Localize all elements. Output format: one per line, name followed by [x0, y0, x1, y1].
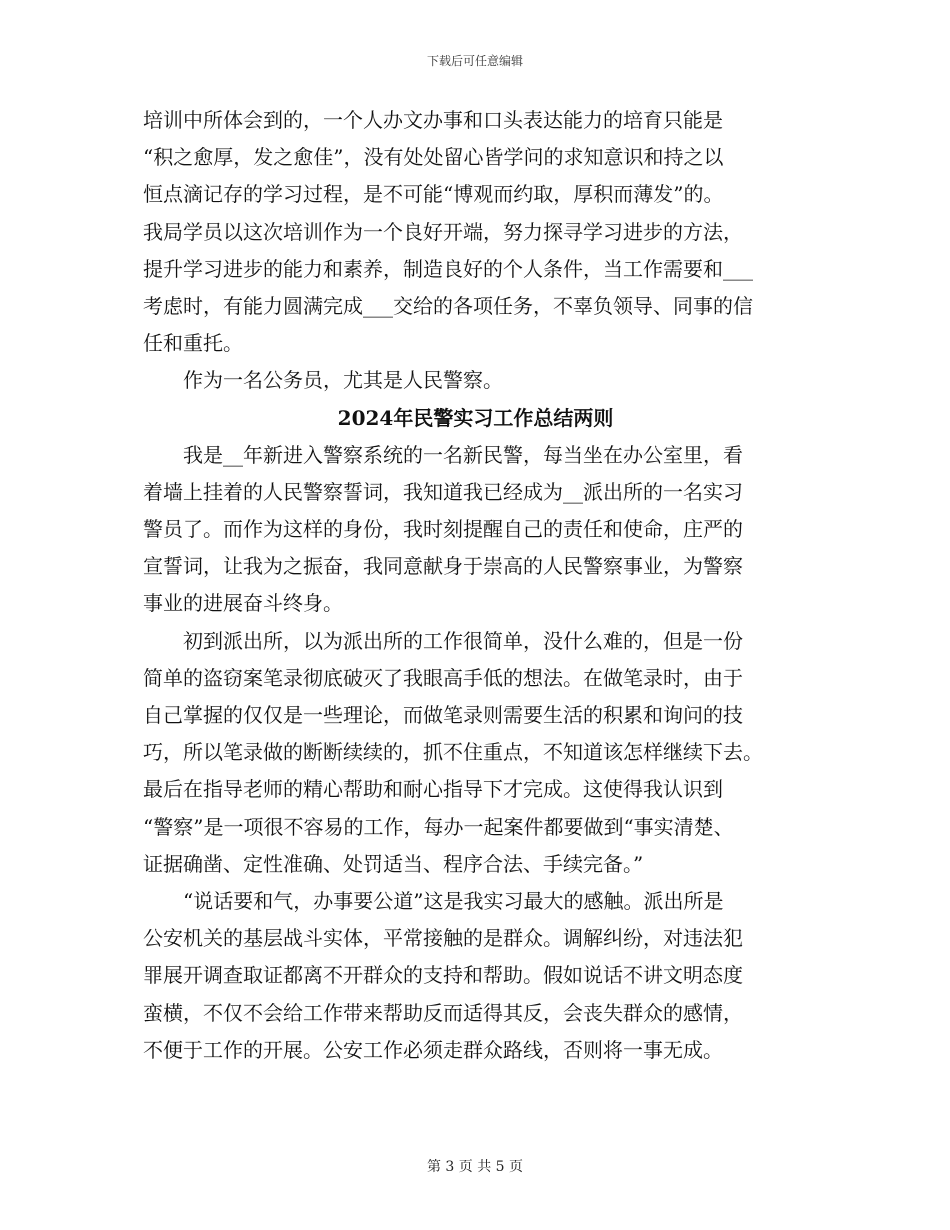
paragraph [143, 623, 808, 883]
text-line: 公安机关的基层战斗实体，平常接触的是群众。调解纠纷，对违法犯 [143, 926, 743, 951]
text-line: 培训中所体会到的，一个人办文办事和口头表达能力的培育只能是 [143, 108, 723, 132]
text-line: 提升学习进步的能力和素养，制造良好的个人条件，当工作需要和___ [143, 256, 753, 281]
text-line: 初到派出所，以为派出所的工作很简单，没什么难的，但是一份 [143, 628, 743, 653]
text-line: 事业的进展奋斗终身。 [143, 591, 343, 616]
text-line: 罪展开调查取证都离不开群众的支持和帮助。假如说话不讲文明态度 [143, 963, 743, 988]
text-line: 简单的盗窃案笔录彻底破灭了我眼高手低的想法。在做笔录时，由于 [143, 665, 743, 690]
paragraph [143, 437, 808, 623]
text-line: 证据确凿、定性准确、处罚适当、程序合法、手续完备。” [143, 851, 644, 876]
text-line: 我是__年新进入警察系统的一名新民警，每当坐在办公室里，看 [143, 442, 743, 467]
text-line: 恒点滴记存的学习过程，是不可能“博观而约取，厚积而薄发”的。 [143, 182, 724, 207]
text-line: “说话要和气，办事要公道”这是我实习最大的感触。派出所是 [143, 888, 724, 913]
text-line: 宣誓词，让我为之振奋，我同意献身于崇高的人民警察事业，为警察 [143, 554, 743, 579]
text-line: 巧，所以笔录做的断断续续的，抓不住重点，不知道该怎样继续下去。 [143, 740, 763, 765]
section-title: 2024年民警实习工作总结两则 [337, 405, 614, 430]
paragraph [143, 362, 808, 399]
paragraph-continued [143, 102, 808, 362]
text-line: 不便于工作的开展。公安工作必须走群众路线，否则将一事无成。 [143, 1037, 723, 1062]
text-line: 最后在指导老师的精心帮助和耐心指导下才完成。这使得我认识到 [143, 777, 723, 802]
page-header: 下载后可任意编辑 [426, 54, 523, 68]
text-line: 蛮横，不仅不会给工作带来帮助反而适得其反，会丧失群众的感情， [143, 1000, 743, 1025]
text-line: “警察”是一项很不容易的工作，每办一起案件都要做到“事实清楚、 [143, 814, 734, 839]
text-line: 警员了。而作为这样的身份，我时刻提醒自己的责任和使命，庄严的 [143, 517, 743, 542]
text-line: 着墙上挂着的人民警察誓词，我知道我已经成为__派出所的一名实习 [143, 479, 743, 504]
text-line: 自己掌握的仅仅是一些理论，而做笔录则需要生活的积累和询问的技 [143, 703, 743, 727]
paragraph [143, 883, 808, 1069]
text-line: “积之愈厚，发之愈佳”，没有处处留心皆学问的求知意识和持之以 [143, 145, 724, 170]
text-line: 我局学员以这次培训作为一个良好开端，努力探寻学习进步的方法， [143, 219, 743, 244]
text-line: 考虑时，有能力圆满完成___交给的各项任务，不辜负领导、同事的信 [143, 293, 753, 318]
page-footer: 第 3 页 共 5 页 [426, 1159, 524, 1175]
text-line: 作为一名公务员，尤其是人民警察。 [143, 368, 503, 393]
document-body [143, 102, 808, 1069]
text-line: 任和重托。 [143, 331, 243, 356]
